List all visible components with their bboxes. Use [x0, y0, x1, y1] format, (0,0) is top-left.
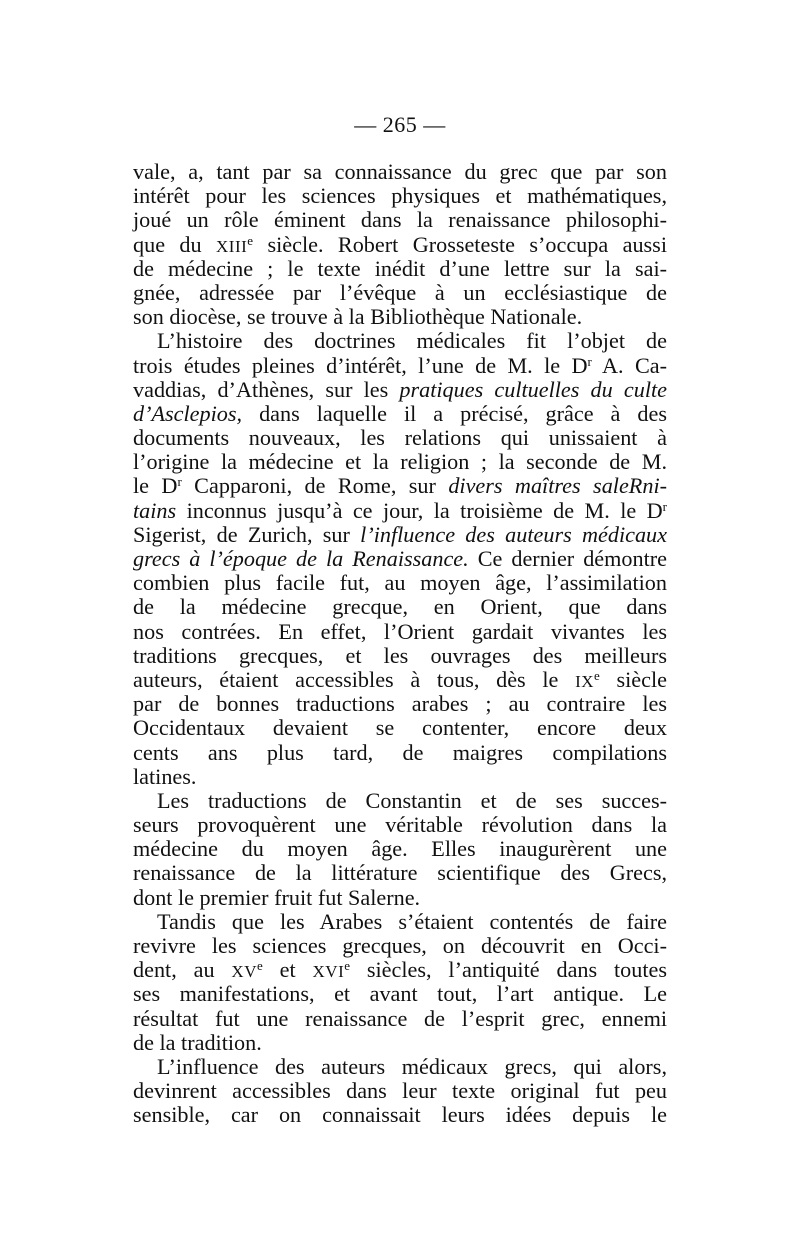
roman-numeral: IX	[575, 671, 595, 691]
text-line	[133, 886, 667, 910]
text-run: joué un rôle éminent dans la renaissance philosophi-	[133, 207, 667, 233]
text-run: dent, au	[133, 957, 232, 983]
text-run: siècles, l’antiquité dans toutes	[350, 957, 668, 983]
roman-numeral: XV	[231, 962, 257, 982]
text-run: Sigerist, de Zurich, sur	[133, 521, 361, 547]
text-line	[133, 1103, 667, 1127]
text-run: et	[262, 957, 313, 983]
text-line	[133, 354, 667, 378]
text-line	[133, 620, 667, 644]
text-run: résultat fut une renaissance de l’esprit grec, ennemi	[133, 1005, 667, 1031]
text-run: siècle. Robert Grosseteste s’occupa aussi	[253, 231, 667, 257]
text-line	[133, 789, 667, 813]
text-run: vale, a, tant par sa connaissance du grec que par son	[133, 159, 667, 184]
italic-text: divers maîtres saleRni-	[448, 473, 667, 499]
text-line	[133, 958, 667, 982]
roman-numeral: XIII	[216, 236, 248, 256]
text-run: siècle	[599, 666, 667, 692]
text-line	[133, 305, 667, 329]
text-run: ses manifestations, et avant tout, l’art antique. Le	[133, 981, 667, 1007]
italic-text: tains	[133, 497, 177, 523]
text-line	[133, 160, 667, 184]
text-run: L’histoire des doctrines médicales fit l’objet de	[157, 328, 667, 354]
text-line	[133, 523, 667, 547]
text-run: dont le premier fruit fut Salerne.	[133, 884, 421, 910]
text-run: Les traductions de Constantin et de ses succes-	[157, 787, 667, 813]
text-line	[133, 184, 667, 208]
italic-text: d’Asclepios,	[133, 400, 243, 426]
text-line	[133, 378, 667, 402]
text-run: Ce dernier démontre	[468, 546, 667, 571]
text-run: de la tradition.	[133, 1029, 262, 1055]
book-page	[133, 112, 667, 1128]
body-text	[133, 160, 667, 1128]
text-line	[133, 329, 667, 353]
italic-text: pratiques cultuelles du culte	[399, 376, 667, 402]
text-line	[133, 692, 667, 716]
superscript: r	[177, 474, 182, 490]
text-run: devinrent accessibles dans leur texte original fut peu	[133, 1078, 667, 1104]
text-run: renaissance de la littérature scientifique des Grecs,	[133, 860, 667, 886]
text-line	[133, 1031, 667, 1055]
text-run: nos contrées. En effet, l’Orient gardait vivantes les	[133, 618, 667, 644]
superscript: e	[256, 958, 263, 974]
text-line	[133, 499, 667, 523]
text-line	[133, 668, 667, 692]
superscript: r	[662, 498, 667, 514]
text-line	[133, 1079, 667, 1103]
text-line	[133, 208, 667, 232]
text-run: l’origine la médecine et la religion ; la seconde de M.	[133, 449, 667, 475]
text-line	[133, 716, 667, 740]
text-run: latines.	[133, 763, 197, 789]
text-line	[133, 1007, 667, 1031]
text-run: son diocèse, se trouve à la Bibliothèque Nationale.	[133, 304, 583, 330]
italic-text: grecs à l’époque de la Renaissance.	[133, 546, 469, 571]
superscript: r	[587, 353, 592, 369]
text-run: A. Ca-	[591, 352, 667, 378]
text-run: Capparoni, de Rome, sur	[181, 473, 449, 499]
page-number: — 265 —	[354, 112, 446, 137]
text-run: traditions grecques, et les ouvrages des meilleurs	[133, 642, 667, 668]
italic-text: l’influence des auteurs médicaux	[360, 521, 667, 547]
text-line	[133, 982, 667, 1006]
text-run: médecine du moyen âge. Elles inaugurèrent une	[133, 836, 667, 862]
text-run: Occidentaux devaient se contenter, encore deux	[133, 715, 667, 741]
text-run: inconnus jusqu’à ce jour, la troisième de M. le D	[176, 497, 663, 523]
text-run: combien plus facile fut, au moyen âge, l’assimilation	[133, 570, 667, 596]
text-line	[133, 426, 667, 450]
text-run: seurs provoquèrent une véritable révolution dans la	[133, 812, 667, 838]
text-line	[133, 281, 667, 305]
text-run: sensible, car on connaissait leurs idées depuis le	[133, 1102, 667, 1128]
text-line	[133, 595, 667, 619]
text-run: intérêt pour les sciences physiques et mathématiques,	[133, 183, 667, 209]
text-line	[133, 571, 667, 595]
text-run: revivre les sciences grecques, on découvrit en Occi-	[133, 933, 667, 958]
roman-numeral: XVI	[312, 962, 345, 982]
text-run: gnée, adressée par l’évêque à un ecclésiastique de	[133, 279, 667, 305]
text-line	[133, 861, 667, 885]
text-run: vaddias, d’Athènes, sur les	[133, 376, 400, 402]
text-line	[133, 450, 667, 474]
text-run: cents ans plus tard, de maigres compilations	[133, 739, 667, 765]
text-line	[133, 910, 667, 934]
text-line	[133, 547, 667, 571]
text-run: documents nouveaux, les relations qui unissaient à	[133, 425, 667, 451]
text-run: le D	[133, 473, 178, 499]
superscript: e	[344, 958, 351, 974]
text-line	[133, 765, 667, 789]
text-line	[133, 257, 667, 281]
text-line	[133, 837, 667, 861]
text-run: de la médecine grecque, en Orient, que dans	[133, 594, 667, 620]
text-run: trois études pleines d’intérêt, l’une de M. le D	[133, 352, 588, 378]
text-run: par de bonnes traductions arabes ; au contraire les	[133, 691, 667, 717]
text-line	[133, 474, 667, 498]
text-run: L’influence des auteurs médicaux grecs, qui alors,	[157, 1053, 667, 1079]
text-line	[133, 813, 667, 837]
text-run: dans laquelle il a précisé, grâce à des	[242, 400, 667, 426]
text-line	[133, 1055, 667, 1079]
text-run: de médecine ; le texte inédit d’une lettre sur la sai-	[133, 255, 667, 281]
text-run: auteurs, étaient accessibles à tous, dès le	[133, 666, 576, 692]
text-line	[133, 233, 667, 257]
text-run: Tandis que les Arabes s’étaient contentés de faire	[157, 908, 667, 934]
text-line	[133, 741, 667, 765]
text-line	[133, 934, 667, 958]
superscript: e	[247, 232, 254, 248]
text-run: que du	[133, 231, 217, 257]
text-line	[133, 402, 667, 426]
superscript: e	[594, 667, 600, 683]
text-line	[133, 644, 667, 668]
